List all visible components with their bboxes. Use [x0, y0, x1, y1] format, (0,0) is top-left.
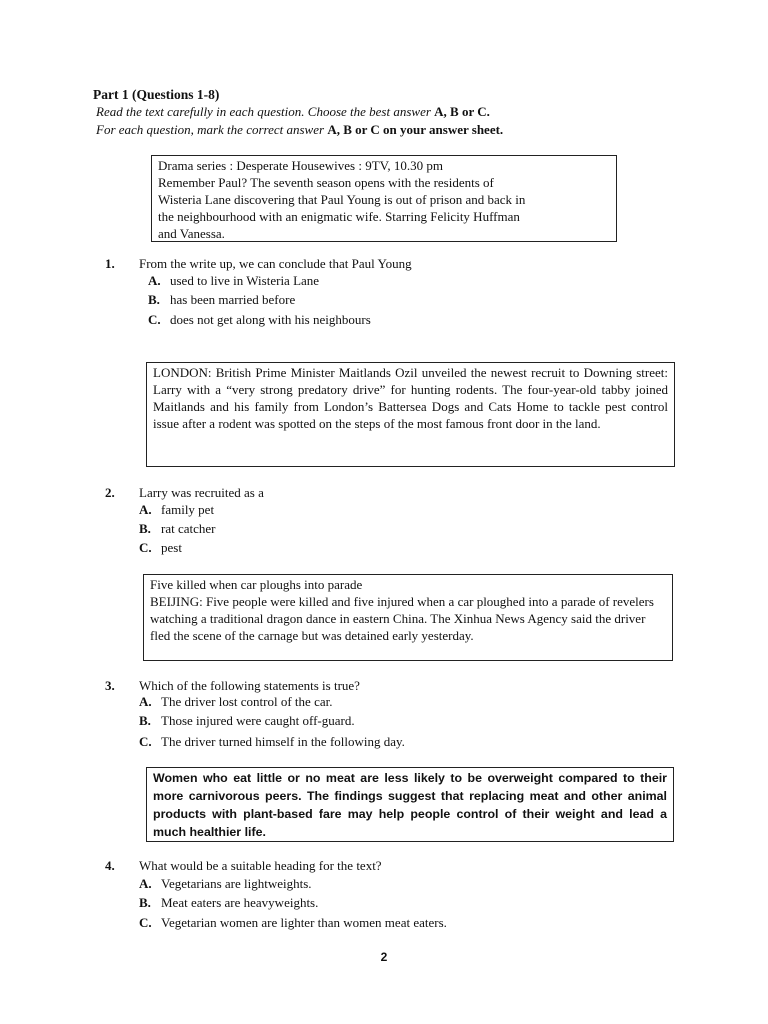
text-box-1	[151, 155, 617, 242]
text-1-line: Wisteria Lane discovering that Paul Young is out of prison and back in	[158, 192, 526, 207]
question-number: 1.	[105, 256, 115, 271]
question-text: From the write up, we can conclude that Paul Young	[139, 256, 412, 271]
option-c	[148, 311, 371, 328]
option-letter: C.	[139, 540, 152, 555]
text-1-line: Drama series : Desperate Housewives : 9TV, 10.30 pm	[158, 158, 443, 173]
instruction-line-2	[96, 121, 503, 138]
text-1-line: Remember Paul? The seventh season opens with the residents of	[158, 175, 494, 190]
option-b	[139, 894, 318, 911]
option-letter: B.	[148, 292, 160, 307]
text-1-line: and Vanessa.	[158, 226, 225, 241]
text-box-2	[146, 362, 675, 467]
option-text: has been married before	[170, 292, 296, 307]
text-2-body: LONDON: British Prime Minister Maitlands Ozil unveiled the newest recruit to Downing street: Larry with a “very strong predatory drive” for hunting rodents. The four-year-old tabby joined Maitlands and his family from London’s Battersea Dogs and Cats Home to tackle pest control issue after a rodent was spotted on the steps of the most famous front door in the land.	[153, 365, 668, 431]
option-text: The driver lost control of the car.	[161, 694, 333, 709]
option-text: Vegetarian women are lighter than women meat eaters.	[161, 915, 447, 930]
question-number: 3.	[105, 678, 115, 693]
option-letter: A.	[139, 502, 152, 517]
option-c	[139, 914, 447, 931]
option-text: rat catcher	[161, 521, 216, 536]
option-text: family pet	[161, 502, 215, 517]
option-text: pest	[161, 540, 182, 555]
option-a	[139, 693, 332, 710]
page-number: 2	[380, 950, 388, 964]
option-text: used to live in Wisteria Lane	[170, 273, 320, 288]
option-b	[139, 520, 215, 537]
instruction-1-text: Read the text carefully in each question. Choose the best answer	[96, 104, 435, 119]
option-letter: C.	[139, 915, 152, 930]
option-letter: A.	[148, 273, 161, 288]
text-3-headline: Five killed when car ploughs into parade	[150, 577, 363, 592]
question-text: Which of the following statements is true?	[139, 678, 360, 693]
part-heading: Part 1 (Questions 1-8)	[93, 87, 220, 102]
instruction-2-text: For each question, mark the correct answer	[96, 122, 328, 137]
option-text: Meat eaters are heavyweights.	[161, 895, 319, 910]
text-box-4	[146, 767, 674, 842]
option-text: The driver turned himself in the following day.	[161, 734, 405, 749]
option-text: does not get along with his neighbours	[170, 312, 371, 327]
text-1-line: the neighbourhood with an enigmatic wife. Starring Felicity Huffman	[158, 209, 520, 224]
question-number: 2.	[105, 485, 115, 500]
question-text: Larry was recruited as a	[139, 485, 264, 500]
option-c	[139, 539, 182, 556]
option-b	[139, 712, 355, 729]
option-letter: B.	[139, 713, 151, 728]
instruction-2-bold: A, B or C on your answer sheet.	[327, 122, 504, 137]
option-letter: C.	[139, 734, 152, 749]
option-letter: B.	[139, 521, 151, 536]
question-text: What would be a suitable heading for the text?	[139, 858, 382, 873]
text-box-3	[143, 574, 673, 661]
instruction-1-bold: A, B or C.	[434, 104, 490, 119]
option-c	[139, 733, 405, 750]
option-a	[139, 875, 312, 892]
option-letter: C.	[148, 312, 161, 327]
option-a	[139, 501, 214, 518]
option-text: Vegetarians are lightweights.	[161, 876, 312, 891]
option-letter: B.	[139, 895, 151, 910]
option-text: Those injured were caught off-guard.	[161, 713, 355, 728]
option-b	[148, 291, 295, 308]
instruction-line-1	[96, 103, 490, 120]
question-number: 4.	[105, 858, 115, 873]
text-4-body: Women who eat little or no meat are less likely to be overweight compared to their more carnivorous peers. The findings suggest that replacing meat and other animal products with plant-based fare may help people control of their weight and lead a much healthier life.	[153, 771, 667, 839]
option-letter: A.	[139, 876, 152, 891]
text-3-body: BEIJING: Five people were killed and five injured when a car ploughed into a parade of revelers watching a traditional dragon dance in eastern China. The Xinhua News Agency said the driver fled the scene of the carnage but was detained early yesterday.	[150, 594, 654, 643]
option-letter: A.	[139, 694, 152, 709]
option-a	[148, 272, 319, 289]
